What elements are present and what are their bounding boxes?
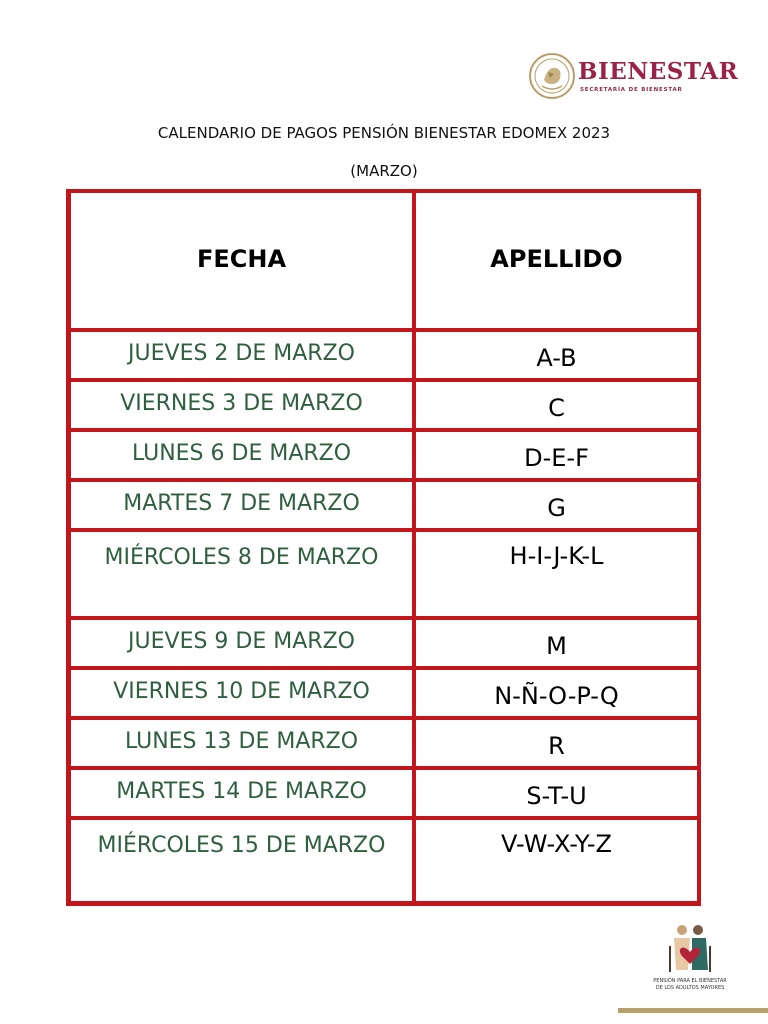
- date-cell: [71, 620, 412, 666]
- letters-text: A-B: [536, 344, 577, 372]
- date-text: LUNES 6 DE MARZO: [131, 441, 352, 466]
- table-row: [66, 766, 701, 816]
- date-cell: [71, 482, 412, 528]
- bienestar-logo: [528, 52, 748, 104]
- date-cell: [71, 432, 412, 478]
- pension-logo-text: [640, 978, 740, 992]
- payment-schedule-table: [66, 189, 701, 906]
- letters-text: H-I-J-K-L: [509, 542, 604, 570]
- elderly-couple-heart-icon: [662, 922, 718, 974]
- table-row: [66, 328, 701, 378]
- letters-text: V-W-X-Y-Z: [501, 830, 612, 858]
- letters-text: G: [547, 494, 566, 522]
- date-cell: [71, 382, 412, 428]
- letters-cell: [416, 532, 697, 616]
- date-text: JUEVES 9 DE MARZO: [128, 629, 355, 654]
- table-row: [66, 528, 701, 616]
- header-cell-fecha: [71, 193, 412, 328]
- date-cell: [71, 720, 412, 766]
- letters-cell: [416, 482, 697, 528]
- header-cell-apellido: [416, 193, 697, 328]
- date-text: JUEVES 2 DE MARZO: [128, 341, 355, 366]
- footer-accent-bar: [618, 1008, 768, 1013]
- date-cell: [71, 332, 412, 378]
- date-text: VIERNES 3 DE MARZO: [120, 391, 363, 416]
- letters-cell: [416, 670, 697, 716]
- logo-subtitle: SECRETARÍA DE BIENESTAR: [580, 87, 683, 93]
- logo-wordmark: BIENESTAR: [578, 58, 739, 85]
- letters-text: C: [548, 394, 565, 422]
- pension-logo: [640, 922, 740, 1002]
- letters-cell: [416, 820, 697, 901]
- letters-text: D-E-F: [524, 444, 589, 472]
- date-text: MARTES 7 DE MARZO: [123, 491, 360, 516]
- date-text: LUNES 13 DE MARZO: [124, 729, 359, 754]
- date-cell: [71, 532, 412, 616]
- table-row: [66, 428, 701, 478]
- letters-cell: [416, 332, 697, 378]
- table-row: [66, 378, 701, 428]
- mexico-seal-icon: [528, 52, 576, 100]
- letters-text: S-T-U: [526, 782, 587, 810]
- letters-cell: [416, 620, 697, 666]
- date-text: MIÉRCOLES 8 DE MARZO: [104, 545, 379, 570]
- pension-logo-line2: DE LOS ADULTOS MAYORES: [655, 985, 725, 991]
- date-text: VIERNES 10 DE MARZO: [113, 679, 370, 704]
- date-cell: [71, 770, 412, 816]
- date-cell: [71, 670, 412, 716]
- page-title: CALENDARIO DE PAGOS PENSIÓN BIENESTAR EDOMEX 2023: [157, 124, 611, 142]
- letters-text: R: [548, 732, 565, 760]
- pension-logo-line1: PENSIÓN PARA EL BIENESTAR: [653, 978, 727, 984]
- letters-text: M: [546, 632, 567, 660]
- letters-cell: [416, 770, 697, 816]
- date-text: MIÉRCOLES 15 DE MARZO: [97, 833, 386, 858]
- letters-cell: [416, 382, 697, 428]
- table-row: [66, 716, 701, 766]
- table-row: [66, 616, 701, 666]
- table-row: [66, 666, 701, 716]
- date-text: MARTES 14 DE MARZO: [116, 779, 367, 804]
- letters-text: N-Ñ-O-P-Q: [494, 682, 619, 710]
- header-fecha: FECHA: [196, 245, 287, 273]
- header-apellido: APELLIDO: [490, 245, 623, 273]
- letters-cell: [416, 720, 697, 766]
- date-cell: [71, 820, 412, 901]
- table-row: [66, 816, 701, 906]
- table-row: [66, 478, 701, 528]
- table-header-row: [66, 189, 701, 328]
- page-subtitle: (MARZO): [350, 162, 418, 180]
- letters-cell: [416, 432, 697, 478]
